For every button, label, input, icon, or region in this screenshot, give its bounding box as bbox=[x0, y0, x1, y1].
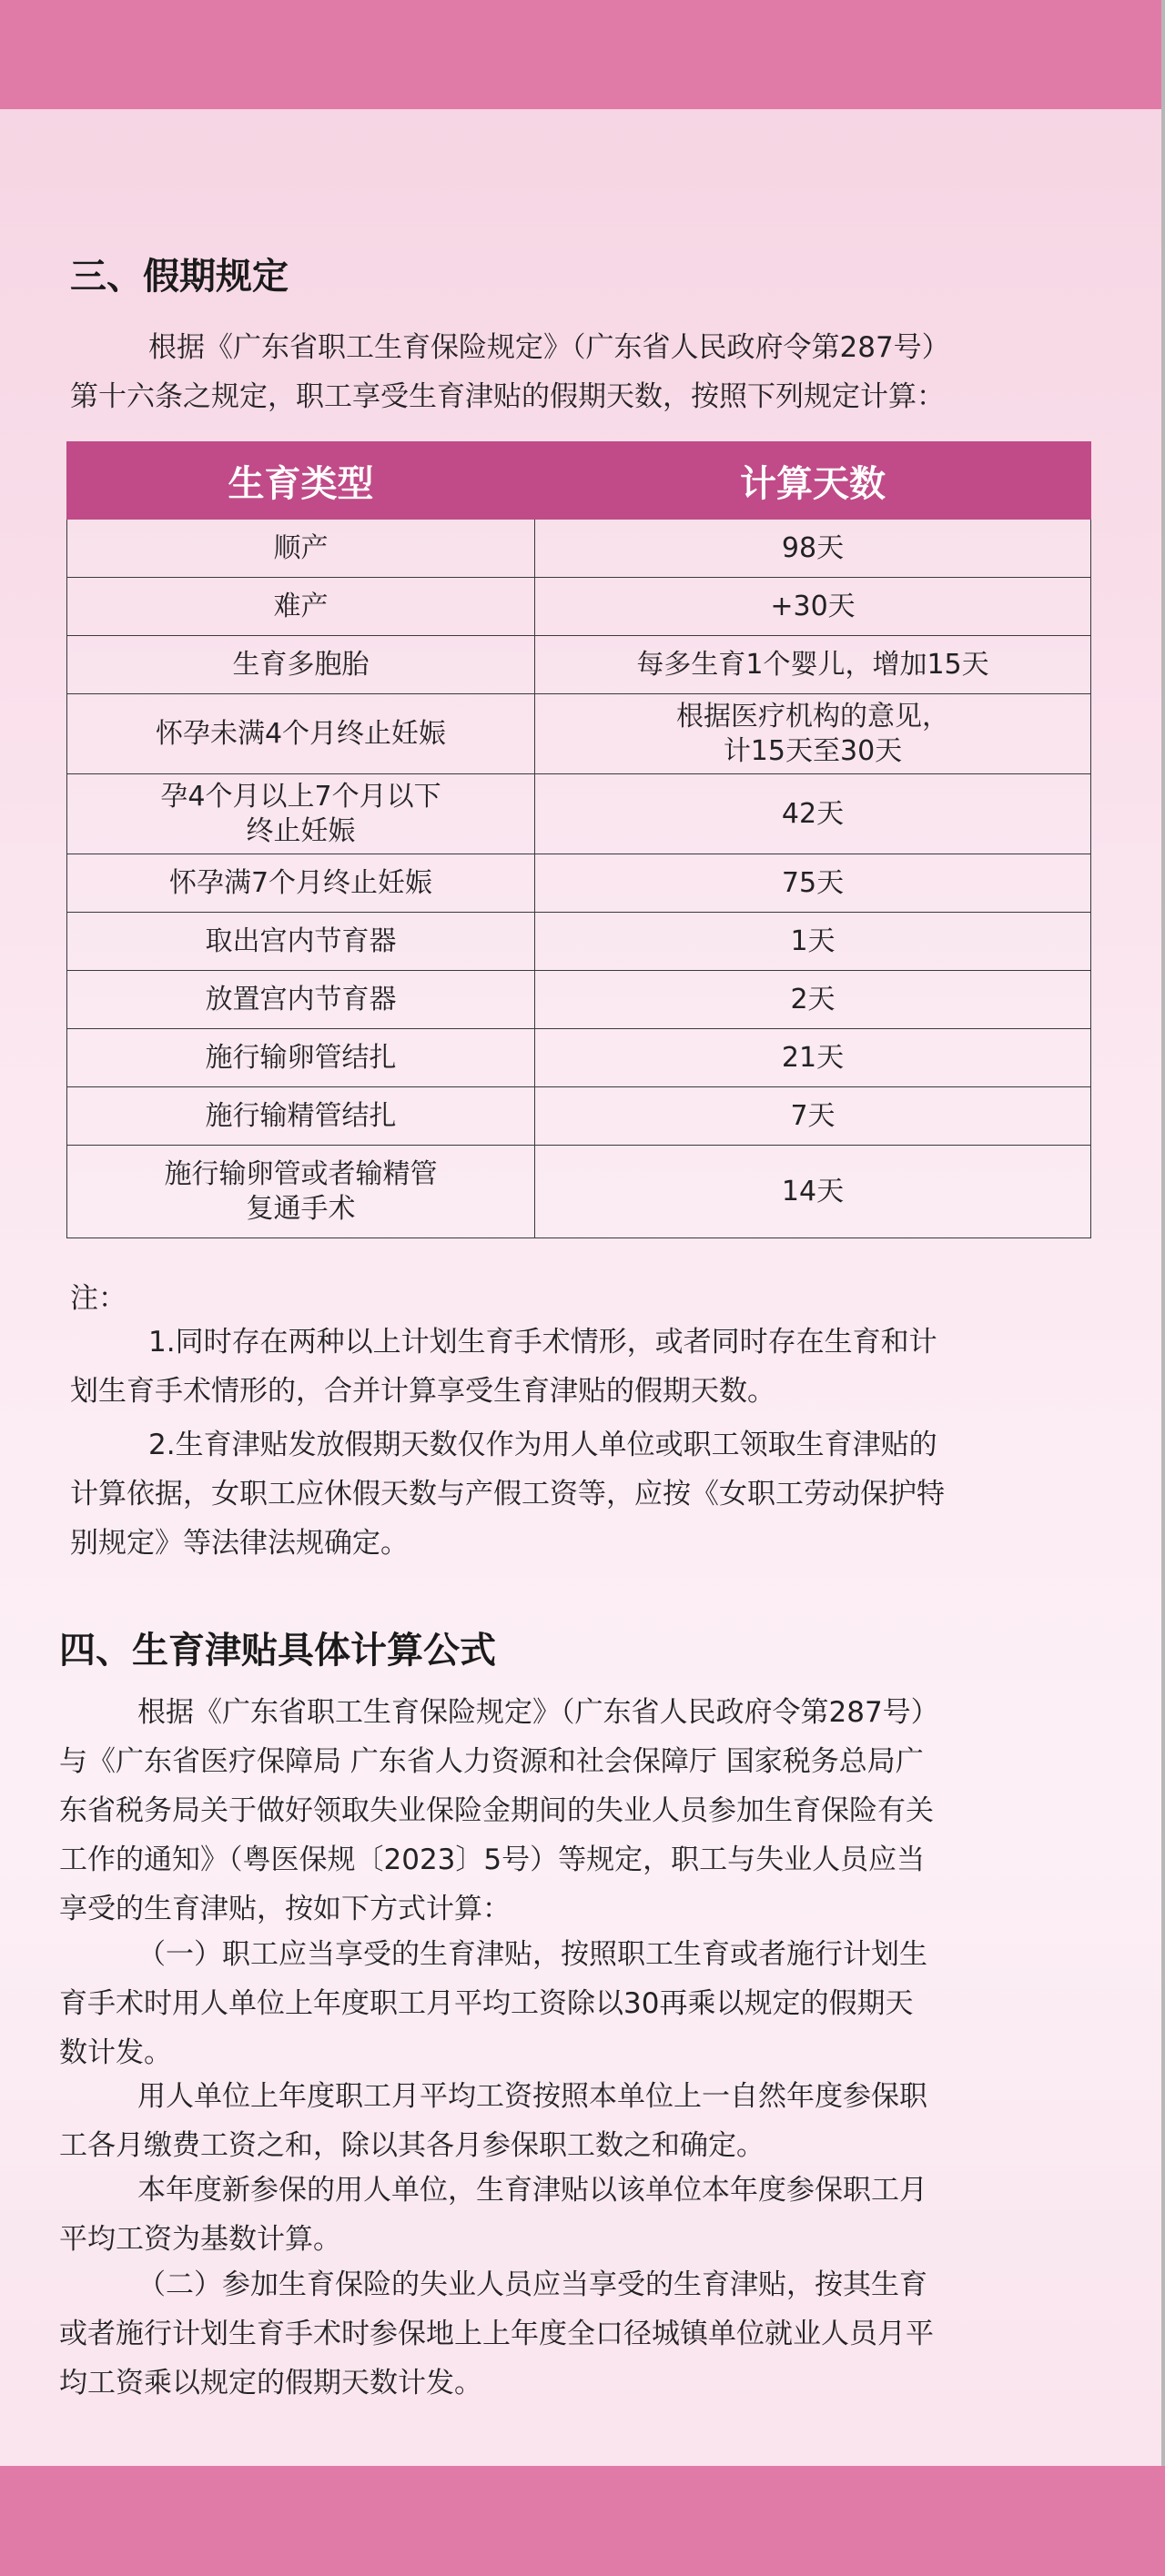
row-type-cell: 施行输卵管结扎 bbox=[67, 1029, 535, 1087]
table-row bbox=[67, 1087, 1091, 1146]
row-type-cell: 取出宫内节育器 bbox=[67, 913, 535, 971]
header-type: 生育类型 bbox=[67, 442, 535, 520]
table-row bbox=[67, 854, 1091, 913]
note-2: 2.生育津贴发放假期天数仅作为用人单位或职工领取生育津贴的 计算依据，女职工应休假天数与产假工资等，应按《女职工劳动保护特 别规定》等法律法规确定。 bbox=[70, 1429, 945, 1560]
row-days-cell: 21天 bbox=[535, 1029, 1091, 1087]
row-days-cell: 75天 bbox=[535, 854, 1091, 913]
notes-label: 注： bbox=[70, 1282, 127, 1315]
section4-para-5: （二）参加生育保险的失业人员应当享受的生育津贴，按其生育 或者施行计划生育手术时参保地上上年度全口径城镇单位就业人员月平 均工资乘以规定的假期天数计发。 bbox=[59, 2268, 934, 2399]
header-days: 计算天数 bbox=[535, 442, 1091, 520]
row-days-cell: 14天 bbox=[535, 1146, 1091, 1238]
table-header-row bbox=[67, 442, 1091, 520]
row-type-cell: 顺产 bbox=[67, 520, 535, 578]
row-type-cell: 放置宫内节育器 bbox=[67, 971, 535, 1029]
row-days-cell: 2天 bbox=[535, 971, 1091, 1029]
row-days-cell: 98天 bbox=[535, 520, 1091, 578]
bottom-banner bbox=[0, 2466, 1165, 2576]
row-days-cell: 1天 bbox=[535, 913, 1091, 971]
row-days-cell: +30天 bbox=[535, 578, 1091, 636]
row-days-cell: 每多生育1个婴儿，增加15天 bbox=[535, 636, 1091, 694]
row-type-cell: 生育多胞胎 bbox=[67, 636, 535, 694]
section3-title: 三、假期规定 bbox=[70, 256, 289, 298]
section4-para-1: 根据《广东省职工生育保险规定》（广东省人民政府令第287号） 与《广东省医疗保障局 广东省人力资源和社会保障厅 国家税务总局广 东省税务局关于做好领取失业保险金期间的失业人员参加生育保险有关 工作的通知》（粤医保规〔2023〕5号）等规定，职工与失业人员应当 享受的生育津贴，按如下方式计算： bbox=[59, 1696, 939, 1925]
table-row bbox=[67, 1029, 1091, 1087]
table-body bbox=[67, 520, 1091, 1238]
vacation-rules-table bbox=[66, 441, 1091, 1238]
right-border bbox=[1161, 0, 1165, 2576]
row-days-cell: 42天 bbox=[535, 774, 1091, 854]
top-banner bbox=[0, 0, 1165, 109]
row-type-cell: 施行输精管结扎 bbox=[67, 1087, 535, 1146]
row-type-cell: 怀孕满7个月终止妊娠 bbox=[67, 854, 535, 913]
section4-para-2: （一）职工应当享受的生育津贴，按照职工生育或者施行计划生 育手术时用人单位上年度职工月平均工资除以30再乘以规定的假期天 数计发。 bbox=[59, 1938, 927, 2069]
section3-intro: 根据《广东省职工生育保险规定》（广东省人民政府令第287号） 第十六条之规定，职工享受生育津贴的假期天数，按照下列规定计算： bbox=[70, 331, 950, 413]
note-1: 1.同时存在两种以上计划生育手术情形，或者同时存在生育和计 划生育手术情形的，合并计算享受生育津贴的假期天数。 bbox=[70, 1326, 937, 1408]
section4-para-4: 本年度新参保的用人单位，生育津贴以该单位本年度参保职工月 平均工资为基数计算。 bbox=[59, 2174, 927, 2256]
row-days-cell: 7天 bbox=[535, 1087, 1091, 1146]
table-row bbox=[67, 1146, 1091, 1238]
table-row bbox=[67, 774, 1091, 854]
table-row bbox=[67, 694, 1091, 774]
table-row bbox=[67, 520, 1091, 578]
row-type-cell: 孕4个月以上7个月以下 终止妊娠 bbox=[67, 774, 535, 854]
section4-title: 四、生育津贴具体计算公式 bbox=[59, 1630, 496, 1672]
row-type-cell: 怀孕未满4个月终止妊娠 bbox=[67, 694, 535, 774]
table-row bbox=[67, 636, 1091, 694]
row-type-cell: 施行输卵管或者输精管 复通手术 bbox=[67, 1146, 535, 1238]
row-days-cell: 根据医疗机构的意见， 计15天至30天 bbox=[535, 694, 1091, 774]
table-row bbox=[67, 578, 1091, 636]
section4-para-3: 用人单位上年度职工月平均工资按照本单位上一自然年度参保职 工各月缴费工资之和，除以其各月参保职工数之和确定。 bbox=[59, 2080, 927, 2162]
row-type-cell: 难产 bbox=[67, 578, 535, 636]
table-row bbox=[67, 913, 1091, 971]
table-row bbox=[67, 971, 1091, 1029]
